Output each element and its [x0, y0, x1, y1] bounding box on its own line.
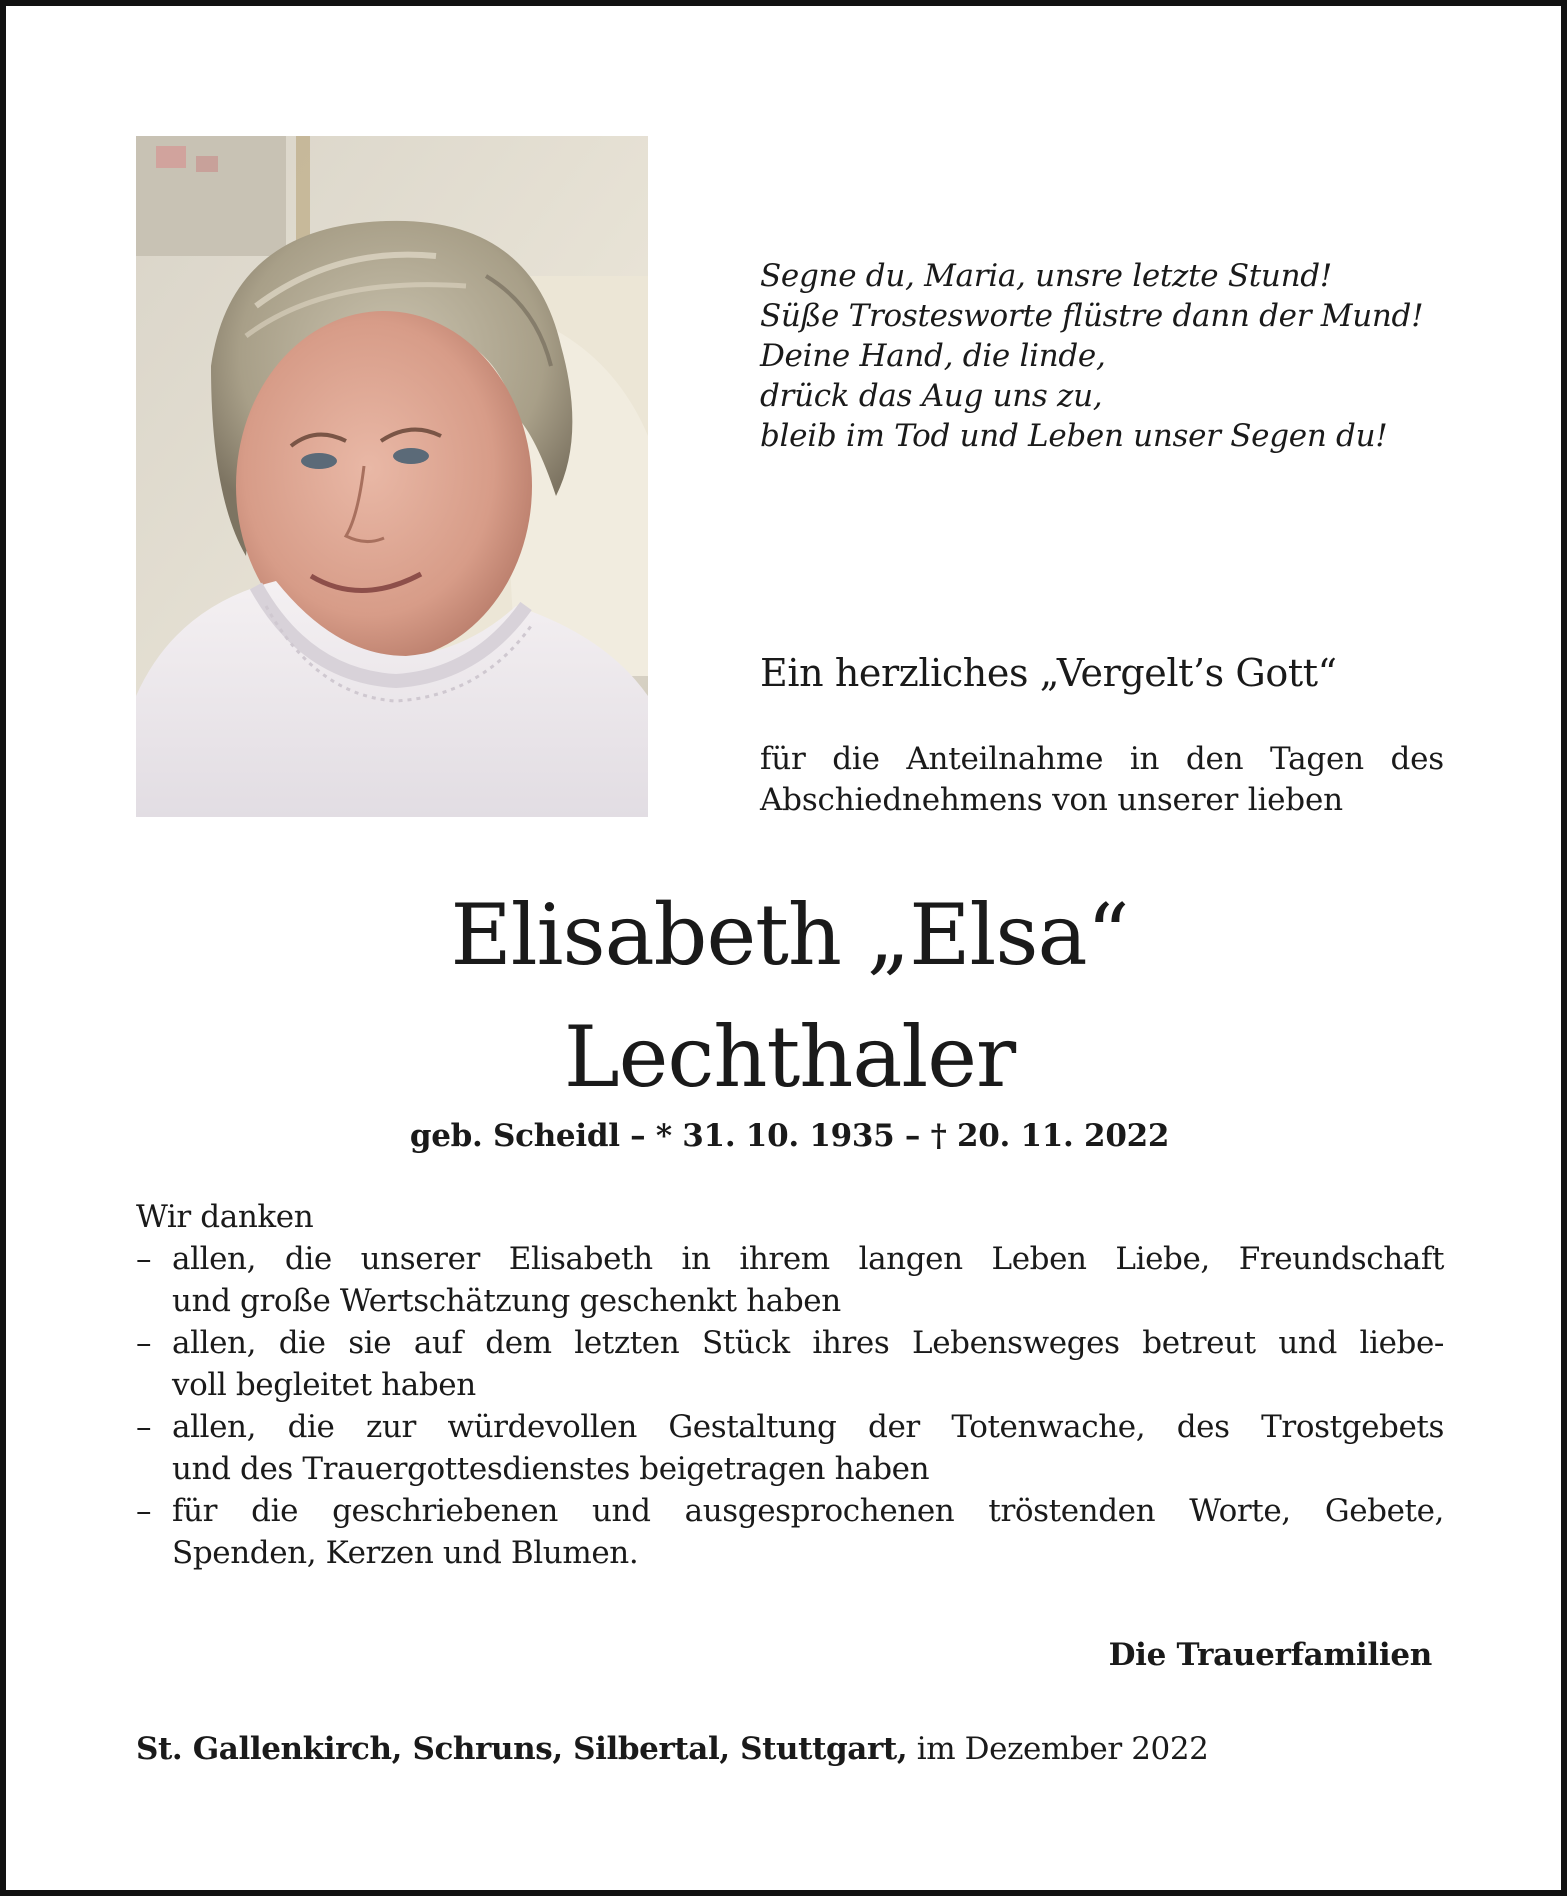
poem-line: Segne du, Maria, unsre letzte Stund!	[760, 258, 1332, 294]
poem-line: drück das Aug uns zu,	[760, 378, 1103, 414]
month-year: im Dezember 2022	[916, 1731, 1209, 1767]
signature: Die Trauerfamilien	[1108, 1637, 1432, 1673]
gratitude-intro: Wir danken	[136, 1199, 314, 1235]
gratitude-item-line: voll begleitet haben	[172, 1367, 476, 1403]
dash-bullet: –	[136, 1241, 152, 1277]
dash-bullet: –	[136, 1493, 152, 1529]
poem-line: Deine Hand, die linde,	[760, 338, 1106, 374]
thanks-intro-line: Abschiednehmens von unserer lieben	[760, 782, 1343, 818]
gratitude-item	[136, 1406, 1444, 1490]
thanks-intro-line: für die Anteilnahme in den Tagen des	[760, 741, 1444, 777]
gratitude-item	[136, 1322, 1444, 1406]
thanks-heading: Ein herzliches „Vergelt’s Gott“	[760, 651, 1337, 695]
gratitude-item	[136, 1238, 1444, 1322]
places: St. Gallenkirch, Schruns, Silbertal, Stuttgart,	[136, 1731, 908, 1767]
gratitude-item	[136, 1490, 1444, 1574]
deceased-name-line1: Elisabeth „Elsa“	[450, 886, 1129, 984]
gratitude-item-line: und große Wertschätzung geschenkt haben	[172, 1283, 841, 1319]
poem-line: Süße Trostesworte flüstre dann der Mund!	[760, 298, 1424, 334]
poem-line: bleib im Tod und Leben unser Segen du!	[760, 418, 1388, 454]
gratitude-item-line: Spenden, Kerzen und Blumen.	[172, 1535, 639, 1571]
gratitude-item-line: und des Trauergottesdienstes beigetragen haben	[172, 1451, 930, 1487]
gratitude-section	[136, 1196, 1444, 1574]
dash-bullet: –	[136, 1409, 152, 1445]
gratitude-item-line: für die geschriebenen und ausgesprochenen tröstenden Worte, Gebete,	[172, 1493, 1444, 1529]
life-dates: geb. Scheidl – * 31. 10. 1935 – † 20. 11. 2022	[409, 1118, 1170, 1154]
deceased-name-line2: Lechthaler	[563, 1008, 1016, 1106]
portrait-photo	[136, 136, 648, 817]
thanks-intro	[760, 739, 1444, 821]
gratitude-item-line: allen, die sie auf dem letzten Stück ihres Lebensweges betreut und liebe-	[172, 1325, 1444, 1361]
deceased-name	[6, 874, 1567, 1118]
gratitude-item-line: allen, die zur würdevollen Gestaltung der Totenwache, des Trostgebets	[172, 1409, 1444, 1445]
dash-bullet: –	[136, 1325, 152, 1361]
gratitude-item-line: allen, die unserer Elisabeth in ihrem langen Leben Liebe, Freundschaft	[172, 1241, 1444, 1277]
poem	[760, 256, 1480, 456]
place-date-line	[136, 1727, 1209, 1771]
